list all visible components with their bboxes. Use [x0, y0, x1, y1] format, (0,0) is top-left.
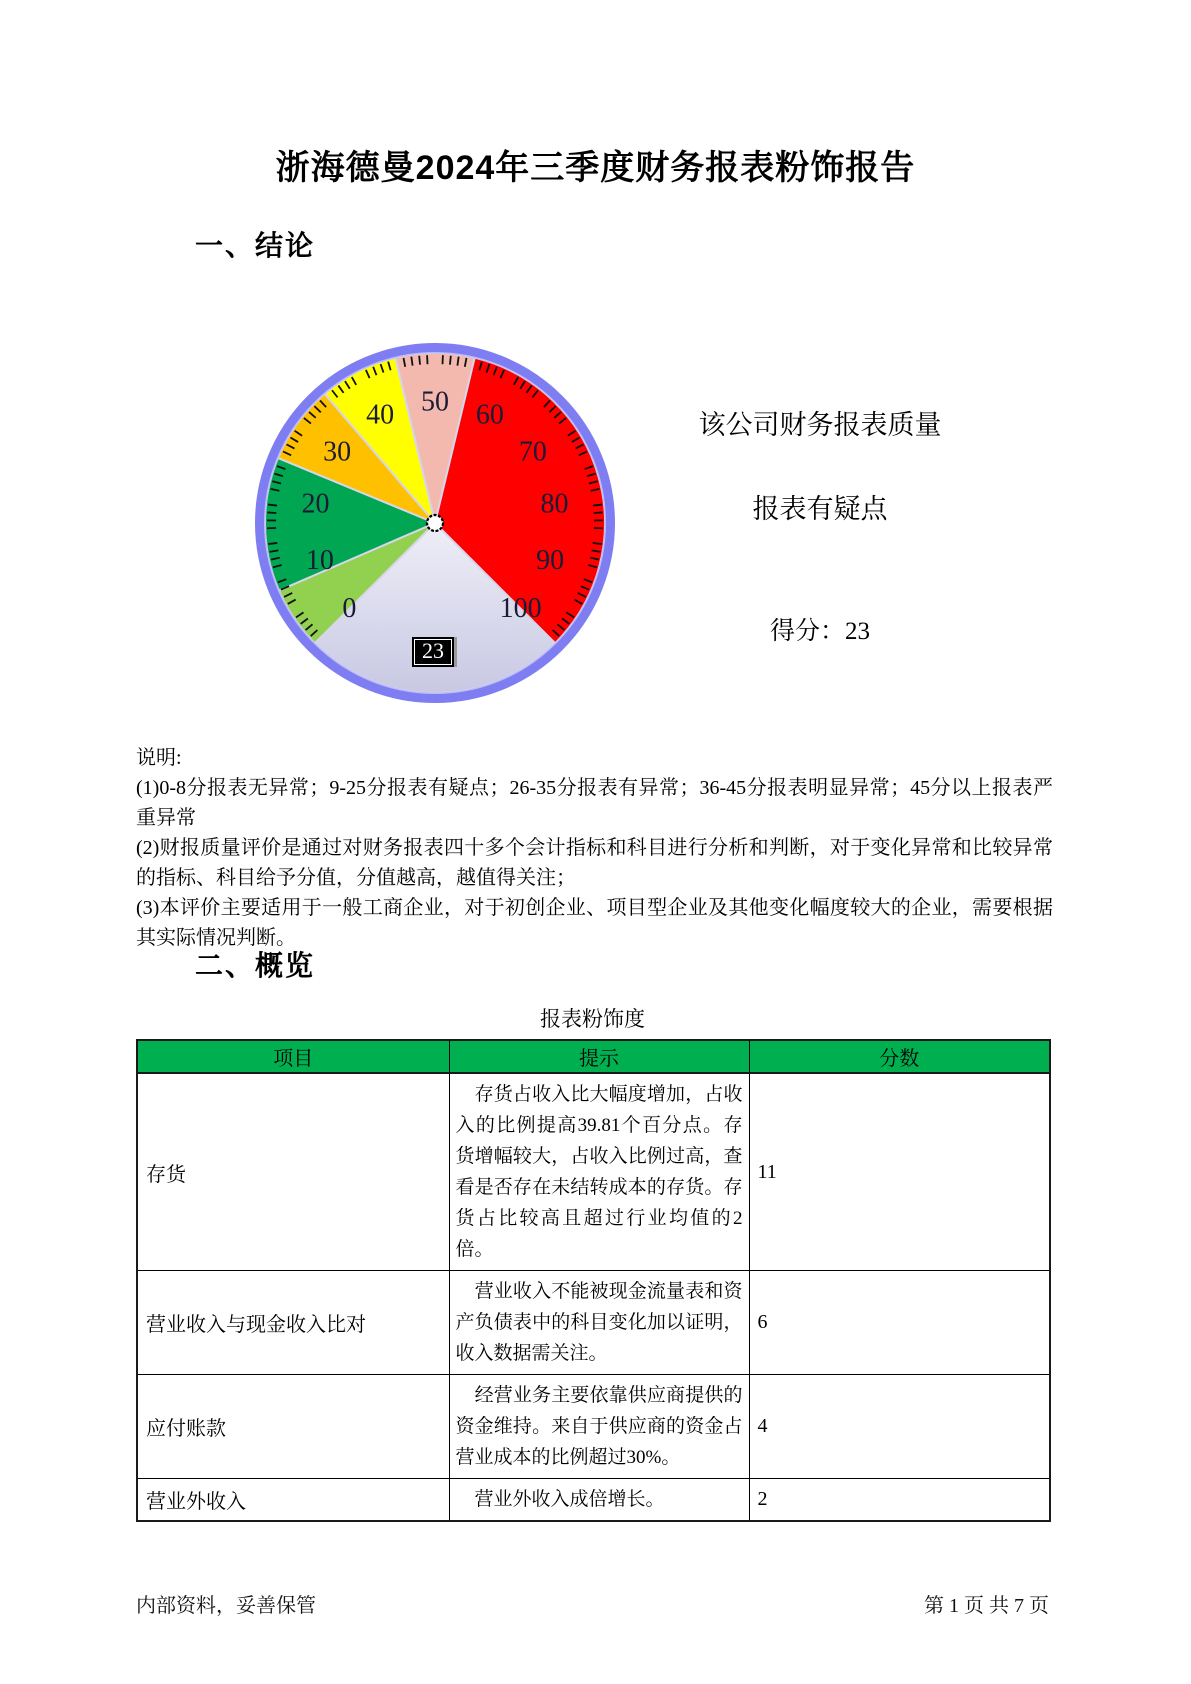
hint-cell: 营业外收入成倍增长。 — [449, 1479, 749, 1522]
fraud-table-body — [137, 1073, 1050, 1521]
fraud-score-table — [136, 1039, 1051, 1522]
table-row — [137, 1073, 1050, 1271]
table-row — [137, 1375, 1050, 1479]
note-item-1: (1)0-8分报表无异常；9-25分报表有疑点；26-35分报表有异常；36-45分报表明显异常；45分以上报表严重异常 — [136, 777, 1053, 829]
score-cell: 2 — [749, 1479, 1050, 1522]
gauge-label: 100 — [499, 593, 542, 625]
notes-block — [136, 743, 1053, 953]
item-cell: 存货 — [137, 1073, 449, 1271]
header-item: 项目 — [137, 1040, 449, 1073]
gauge-label: 30 — [323, 436, 352, 468]
note-item-2: (2)财报质量评价是通过对财务报表四十多个会计指标和科目进行分析和判断，对于变化异常和比较异常的指标、科目给予分值，分值越高，越值得关注； — [136, 837, 1053, 889]
hint-cell: 存货占收入比大幅度增加，占收入的比例提高39.81个百分点。存货增幅较大，占收入比例过高，查看是否存在未结转成本的存货。存货占比较高且超过行业均值的2倍。 — [449, 1073, 749, 1271]
gauge-label: 60 — [475, 399, 504, 431]
gauge-label: 10 — [305, 544, 334, 576]
item-cell: 营业外收入 — [137, 1479, 449, 1522]
footer-classification: 内部资料，妥善保管 — [136, 1595, 316, 1617]
score-cell: 11 — [749, 1073, 1050, 1271]
footer-page-number: 第 1 页 共 7 页 — [924, 1595, 1049, 1617]
gauge-tick — [457, 357, 458, 366]
table-row — [137, 1271, 1050, 1375]
quality-verdict: 报表有疑点 — [752, 494, 888, 524]
gauge-label: 90 — [536, 544, 565, 576]
gauge-hub — [427, 515, 443, 531]
gauge-label: 0 — [342, 593, 357, 625]
item-cell: 应付账款 — [137, 1375, 449, 1479]
gauge-label: 70 — [518, 436, 547, 468]
gauge-score-box: 23 — [412, 637, 457, 667]
gauge-label: 50 — [421, 386, 449, 418]
page-title: 浙海德曼2024年三季度财务报表粉饰报告 — [275, 149, 916, 187]
gauge-tick — [593, 543, 602, 544]
gauge-tick — [267, 512, 276, 513]
gauge-tick — [593, 505, 602, 506]
gauge-tick — [411, 357, 412, 366]
hint-cell: 经营业务主要依靠供应商提供的资金维持。来自于供应商的资金占营业成本的比例超过30%。 — [449, 1375, 749, 1479]
gauge-tick — [268, 505, 277, 506]
table-row — [137, 1479, 1050, 1522]
table-title: 报表粉饰度 — [540, 1007, 645, 1031]
header-score: 分数 — [749, 1040, 1050, 1073]
header-hint: 提示 — [449, 1040, 749, 1073]
gauge-tick — [268, 543, 277, 544]
gauge-label: 40 — [366, 399, 395, 431]
item-cell: 营业收入与现金收入比对 — [137, 1271, 449, 1375]
section-heading-conclusion: 一、结论 — [195, 230, 316, 261]
quality-statement: 该公司财务报表质量 — [698, 410, 942, 440]
gauge-label: 80 — [540, 488, 569, 520]
gauge-tick — [594, 512, 603, 513]
score-cell: 4 — [749, 1375, 1050, 1479]
note-item-3: (3)本评价主要适用于一般工商企业，对于初创企业、项目型企业及其他变化幅度较大的企业，需要根据其实际情况判断。 — [136, 897, 1053, 949]
gauge-tick — [450, 356, 451, 365]
score-line: 得分：23 — [769, 618, 870, 645]
score-cell: 6 — [749, 1271, 1050, 1375]
section-heading-overview: 二、概览 — [195, 950, 316, 981]
gauge-label: 20 — [301, 488, 330, 520]
table-header-row — [137, 1040, 1050, 1073]
hint-cell: 营业收入不能被现金流量表和资产负债表中的科目变化加以证明，收入数据需关注。 — [449, 1271, 749, 1375]
notes-heading: 说明: — [136, 747, 182, 769]
gauge-tick — [419, 356, 420, 365]
